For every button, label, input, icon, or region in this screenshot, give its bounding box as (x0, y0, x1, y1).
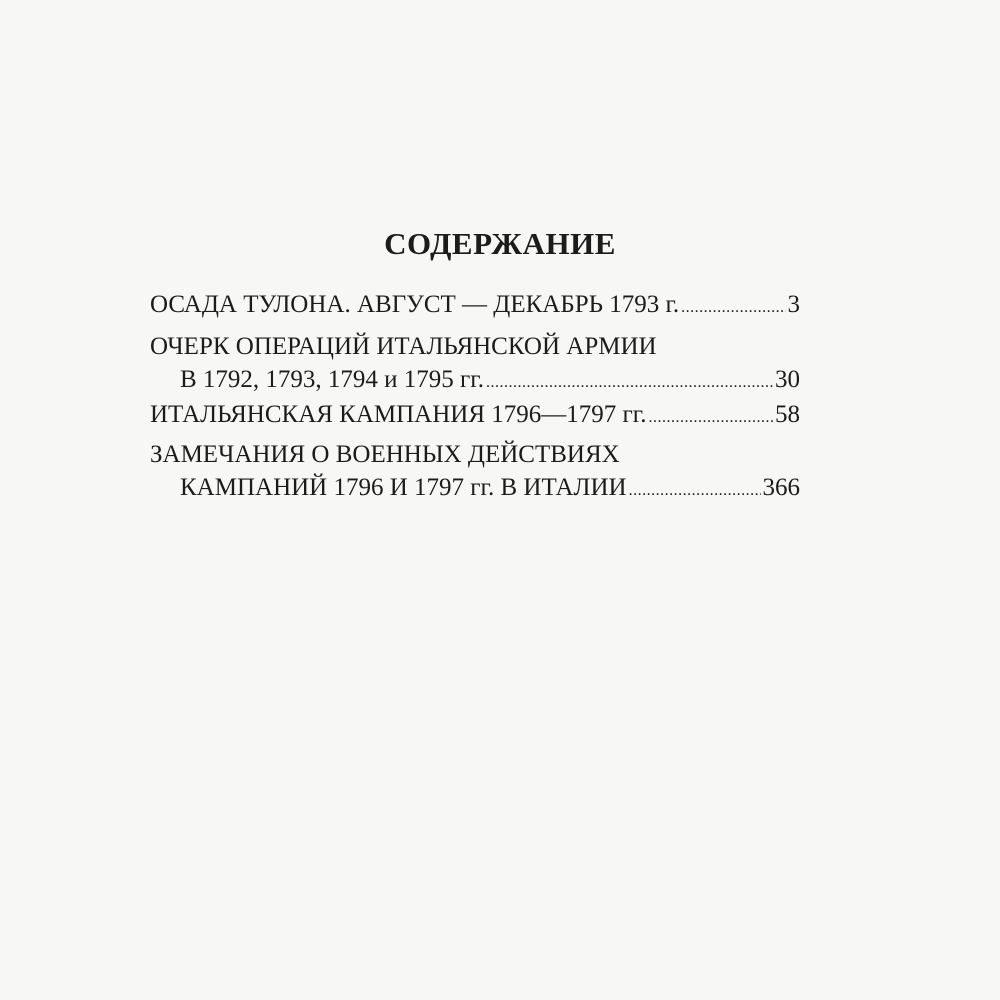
toc-entry-line (150, 330, 800, 363)
dot-leader (486, 366, 773, 399)
toc-entry-title: ЗАМЕЧАНИЯ О ВОЕННЫХ ДЕЙСТВИЯХ (150, 441, 620, 468)
toc-page-number: 30 (775, 366, 800, 393)
toc-entry-title: ОЧЕРК ОПЕРАЦИЙ ИТАЛЬЯНСКОЙ АРМИИ (150, 333, 657, 360)
toc-entry-line (150, 288, 800, 324)
toc-entry-italian-army-operations[interactable] (150, 330, 800, 399)
toc-entry-line (150, 398, 800, 434)
page-title: СОДЕРЖАНИЕ (384, 226, 616, 261)
toc-page-number: 58 (775, 401, 800, 428)
toc-entry-line-continued (150, 363, 800, 399)
toc-entry-title-continued: КАМПАНИЙ 1796 И 1797 гг. В ИТАЛИИ (180, 474, 627, 501)
dot-leader (648, 401, 773, 434)
toc-entry-line-continued (150, 471, 800, 507)
toc-entry-title-continued: В 1792, 1793, 1794 и 1795 гг. (180, 366, 484, 393)
toc-entry-italian-campaign[interactable] (150, 398, 800, 434)
toc-entry-title: ОСАДА ТУЛОНА. АВГУСТ — ДЕКАБРЬ 1793 г. (150, 291, 680, 318)
dot-leader (629, 474, 761, 507)
toc-entry-siege-of-toulon[interactable] (150, 288, 800, 324)
toc-entry-remarks-on-military-actions[interactable] (150, 438, 800, 507)
dot-leader (681, 291, 785, 324)
toc-entry-line (150, 438, 800, 471)
toc-entry-title: ИТАЛЬЯНСКАЯ КАМПАНИЯ 1796—1797 гг. (150, 401, 647, 428)
toc-page-number: 366 (762, 474, 800, 501)
toc-page-number: 3 (787, 291, 800, 318)
